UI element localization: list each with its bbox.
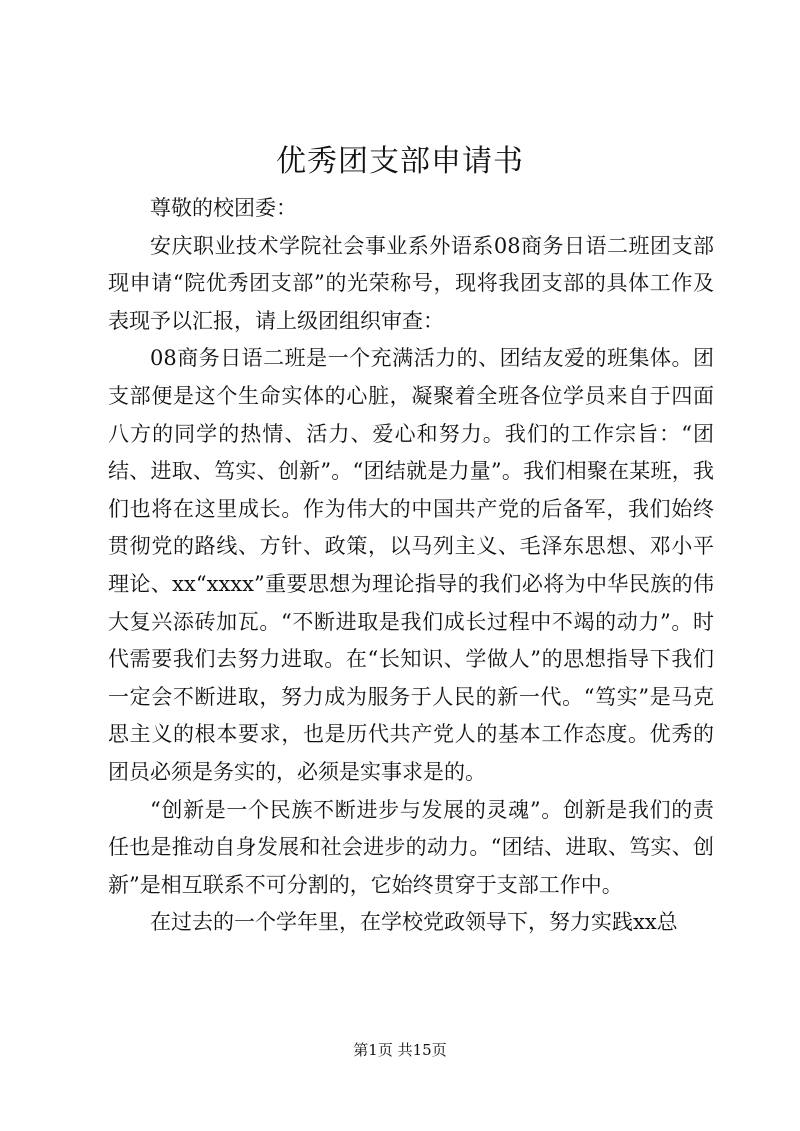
paragraph-1: 安庆职业技术学院社会事业系外语系08商务日语二班团支部现申请“院优秀团支部”的光荣称号，现将我团支部的具体工作及表现予以汇报，请上级团组织审查：: [108, 233, 714, 333]
paragraph-4: 在过去的一个学年里，在学校党政领导下，努力实践xx总: [150, 910, 678, 935]
page-number-footer: 第1页 共15页: [353, 1041, 447, 1059]
salutation: 尊敬的校团委：: [150, 196, 297, 220]
paragraph-3: “创新是一个民族不断进步与发展的灵魂”。创新是我们的责任也是推动自身发展和社会进步的动力。“团结、进取、笃实、创新”是相互联系不可分割的，它始终贯穿于支部工作中。: [108, 797, 714, 897]
document-body: [108, 190, 714, 942]
document-title: 优秀团支部申请书: [276, 144, 524, 179]
paragraph-2: 08商务日语二班是一个充满活力的、团结友爱的班集体。团支部便是这个生命实体的心脏，凝聚着全班各位学员来自于四面八方的同学的热情、活力、爱心和努力。我们的工作宗旨：“团结、进取、笃实、创新”。“团结就是力量”。我们相聚在某班，我们也将在这里成长。作为伟大的中国共产党的后备军，我们始终贯彻党的路线、方针、政策，以马列主义、毛泽东思想、邓小平理论、xx“xxxx”重要思想为理论指导的我们必将为中华民族的伟大复兴添砖加瓦。“不断进取是我们成长过程中不竭的动力”。时代需要我们去努力进取。在“长知识、学做人”的思想指导下我们一定会不断进取，努力成为服务于人民的新一代。“笃实”是马克思主义的根本要求，也是历代共产党人的基本工作态度。优秀的团员必须是务实的，必须是实事求是的。: [108, 346, 714, 784]
